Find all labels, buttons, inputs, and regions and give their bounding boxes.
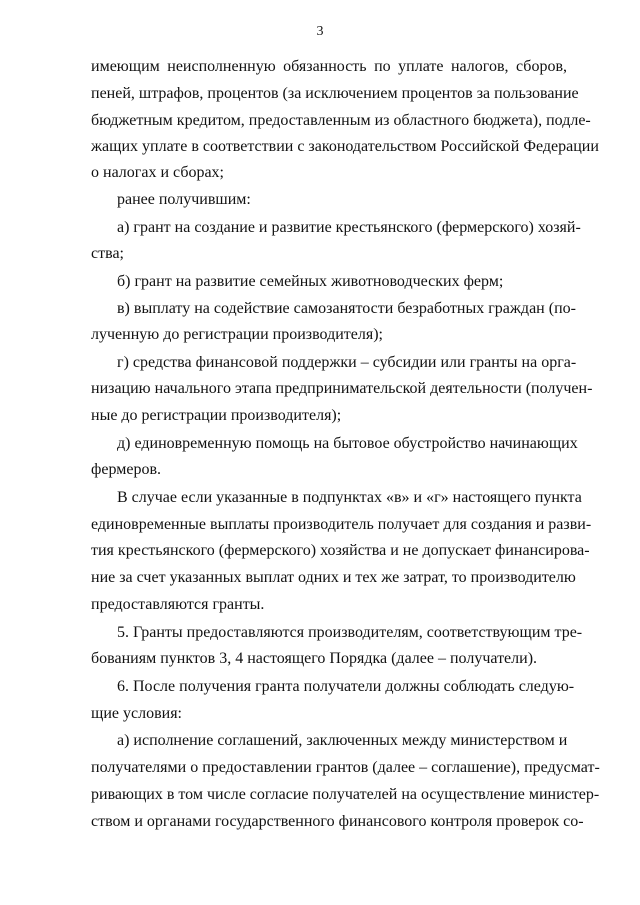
text-line: бюджетным кредитом, предоставленным из областного бюджета), подле-	[91, 112, 591, 129]
text-line: в) выплату на содействие самозанятости безработных граждан (по-	[117, 300, 576, 317]
text-line: В случае если указанные в подпунктах «в» и «г» настоящего пункта	[117, 489, 582, 506]
text-line: ством и органами государственного финансового контроля проверок со-	[91, 813, 584, 830]
text-line: б) грант на развитие семейных животноводческих ферм;	[117, 273, 504, 290]
page-number: 3	[316, 24, 324, 39]
text-line: лученную до регистрации производителя);	[91, 326, 383, 343]
text-line: г) средства финансовой поддержки – субсидии или гранты на орга-	[117, 354, 577, 371]
text-line: а) грант на создание и развитие крестьянского (фермерского) хозяй-	[117, 219, 581, 236]
text-line: д) единовременную помощь на бытовое обустройство начинающих	[117, 435, 578, 452]
text-line: бованиям пунктов 3, 4 настоящего Порядка (далее – получатели).	[91, 650, 538, 667]
text-line: 5. Гранты предоставляются производителям, соответствующим тре-	[117, 624, 583, 641]
text-line: ранее получившим:	[117, 191, 251, 208]
text-line: ние за счет указанных выплат одних и тех же затрат, то производителю	[91, 569, 576, 586]
text-line: единовременные выплаты производитель получает для создания и разви-	[91, 516, 592, 533]
text-line: ные до регистрации производителя);	[91, 407, 342, 424]
text-line: о налогах и сборах;	[91, 164, 224, 181]
text-line: фермеров.	[91, 461, 162, 478]
text-line: 6. После получения гранта получатели должны соблюдать следую-	[117, 678, 575, 695]
text-line: низацию начального этапа предпринимательской деятельности (получен-	[91, 380, 593, 397]
text-line: получателями о предоставлении грантов (далее – соглашение), предусмат-	[91, 759, 600, 776]
text-line: а) исполнение соглашений, заключенных между министерством и	[117, 732, 568, 749]
text-line: ства;	[91, 245, 124, 262]
text-line: ривающих в том числе согласие получателей на осуществление министер-	[91, 786, 600, 803]
text-line: предоставляются гранты.	[91, 596, 265, 613]
text-line: имеющим неисполненную обязанность по уплате налогов, сборов,	[91, 58, 567, 75]
text-line: щие условия:	[91, 705, 182, 722]
text-line: жащих уплате в соответствии с законодательством Российской Федерации	[91, 138, 599, 155]
text-line: пеней, штрафов, процентов (за исключением процентов за пользование	[91, 85, 579, 102]
text-line: тия крестьянского (фермерского) хозяйства и не допускает финансирова-	[91, 542, 590, 559]
